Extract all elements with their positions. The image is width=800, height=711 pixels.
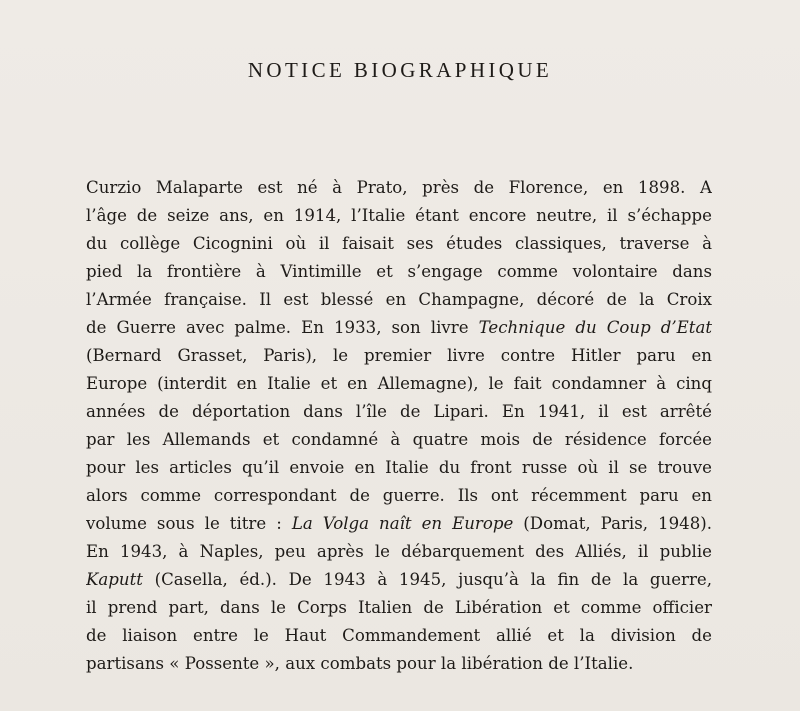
- text-segment: l’Armée française. Il est blessé en Champagne, décoré de la Croix: [86, 290, 712, 309]
- text-line: [86, 258, 712, 286]
- italic-title: Technique du Coup d’Etat: [478, 318, 712, 337]
- text-segment: l’âge de seize ans, en 1914, l’Italie étant encore neutre, il s’échappe: [86, 206, 712, 225]
- text-segment: pied la frontière à Vintimille et s’engage comme volontaire dans: [86, 262, 712, 281]
- text-line: [86, 314, 712, 342]
- text-segment: (Casella, éd.). De 1943 à 1945, jusqu’à la fin de la guerre,: [142, 570, 712, 589]
- text-segment: (Domat, Paris, 1948).: [513, 514, 712, 533]
- text-segment: de Guerre avec palme. En 1933, son livre: [86, 318, 479, 337]
- text-segment: En 1943, à Naples, peu après le débarquement des Alliés, il publie: [86, 542, 712, 561]
- text-line: [86, 454, 712, 482]
- text-segment: pour les articles qu’il envoie en Italie du front russe où il se trouve: [86, 458, 712, 477]
- text-segment: il prend part, dans le Corps Italien de Libération et comme officier: [86, 598, 712, 617]
- text-segment: alors comme correspondant de guerre. Ils ont récemment paru en: [86, 486, 712, 505]
- text-line: [86, 566, 712, 594]
- text-line: [86, 622, 712, 650]
- text-segment: du collège Cicognini où il faisait ses études classiques, traverse à: [86, 234, 712, 253]
- text-line: [86, 286, 712, 314]
- text-segment: années de déportation dans l’île de Lipari. En 1941, il est arrêté: [86, 402, 712, 421]
- text-line: [86, 650, 712, 678]
- text-line: [86, 426, 712, 454]
- text-segment: volume sous le titre :: [86, 514, 292, 533]
- text-line: [86, 594, 712, 622]
- text-line: [86, 202, 712, 230]
- text-segment: Europe (interdit en Italie et en Allemagne), le fait condamner à cinq: [86, 374, 712, 393]
- text-line: [86, 482, 712, 510]
- text-line: [86, 370, 712, 398]
- biography-paragraph: [86, 174, 712, 678]
- text-line: [86, 510, 712, 538]
- page-title: NOTICE BIOGRAPHIQUE: [247, 58, 553, 82]
- text-segment: (Bernard Grasset, Paris), le premier livre contre Hitler paru en: [86, 346, 712, 365]
- text-segment: par les Allemands et condamné à quatre mois de résidence forcée: [86, 430, 712, 449]
- text-segment: partisans « Possente », aux combats pour la libération de l’Italie.: [86, 654, 634, 673]
- italic-title: La Volga naît en Europe: [291, 514, 514, 533]
- italic-title: Kaputt: [86, 570, 143, 589]
- text-segment: de liaison entre le Haut Commandement allié et la division de: [86, 626, 712, 645]
- text-line: [86, 398, 712, 426]
- text-line: [86, 230, 712, 258]
- text-line: [86, 538, 712, 566]
- text-line: [86, 174, 712, 202]
- text-segment: Curzio Malaparte est né à Prato, près de Florence, en 1898. A: [86, 178, 712, 197]
- text-line: [86, 342, 712, 370]
